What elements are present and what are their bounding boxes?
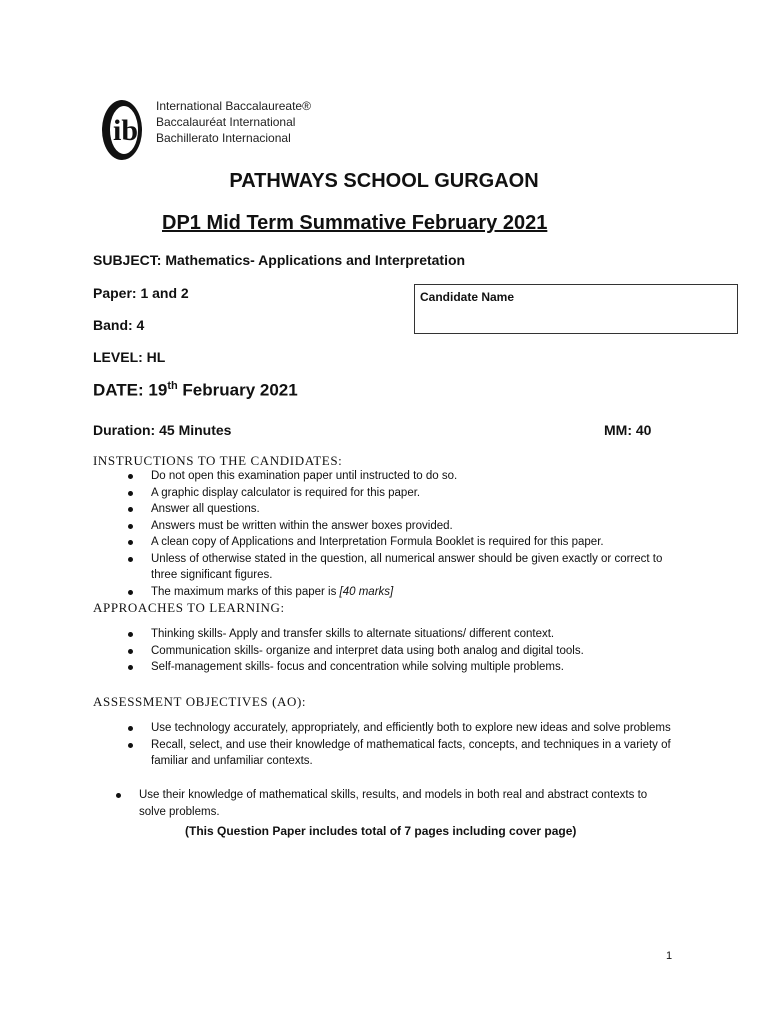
logo-line-3: Bachillerato Internacional bbox=[156, 131, 291, 145]
instruction-item: Unless of otherwise stated in the question, all numerical answer should be given exactly or correct to three significant figures. bbox=[128, 551, 688, 584]
instruction-item: Do not open this examination paper until instructed to do so. bbox=[128, 468, 688, 485]
ib-logo bbox=[100, 96, 160, 164]
objective-item: Use their knowledge of mathematical skills, results, and models in both real and abstract contexts to solve problems. bbox=[116, 787, 656, 820]
objective-item: Use technology accurately, appropriately, and efficiently both to explore new ideas and solve problems bbox=[128, 720, 678, 737]
ib-logo-mark: ib bbox=[113, 114, 139, 147]
exam-title: DP1 Mid Term Summative February 2021 bbox=[162, 212, 548, 234]
objectives-heading: ASSESSMENT OBJECTIVES (AO): bbox=[93, 694, 307, 709]
approach-item: Thinking skills- Apply and transfer skills to alternate situations/ different context. bbox=[128, 626, 688, 643]
exam-date bbox=[93, 380, 298, 401]
instruction-item-marks bbox=[128, 584, 688, 601]
subject-line: SUBJECT: Mathematics- Applications and Interpretation bbox=[93, 252, 466, 268]
approach-item: Communication skills- organize and interpret data using both analog and digital tools. bbox=[128, 643, 688, 660]
approach-item: Self-management skills- focus and concentration while solving multiple problems. bbox=[128, 659, 688, 676]
objective-item: Recall, select, and use their knowledge of mathematical facts, concepts, and techniques in a variety of familiar and unfamiliar contexts. bbox=[128, 737, 678, 770]
instruction-item: Answers must be written within the answer boxes provided. bbox=[128, 518, 688, 535]
school-name: PATHWAYS SCHOOL GURGAON bbox=[229, 170, 539, 192]
logo-line-2: Baccalauréat International bbox=[156, 115, 296, 129]
date-suffix: February 2021 bbox=[177, 380, 298, 400]
ib-logo-text bbox=[156, 98, 311, 146]
approaches-list bbox=[128, 626, 688, 676]
instructions-list bbox=[128, 468, 688, 600]
max-marks: MM: 40 bbox=[604, 422, 652, 438]
candidate-name-label: Candidate Name bbox=[420, 290, 515, 304]
date-sup: th bbox=[167, 380, 178, 392]
level-line: LEVEL: HL bbox=[93, 349, 166, 365]
instructions-heading: INSTRUCTIONS TO THE CANDIDATES: bbox=[93, 453, 343, 468]
instruction-item: A clean copy of Applications and Interpretation Formula Booklet is required for this paper. bbox=[128, 534, 688, 551]
band-line: Band: 4 bbox=[93, 317, 145, 333]
logo-line-1: International Baccalaureate® bbox=[156, 99, 311, 113]
date-prefix: DATE: 19 bbox=[93, 380, 168, 400]
marks-value: [40 marks] bbox=[339, 585, 394, 598]
paper-line: Paper: 1 and 2 bbox=[93, 285, 189, 301]
duration-line: Duration: 45 Minutes bbox=[93, 422, 232, 438]
instruction-item: A graphic display calculator is required for this paper. bbox=[128, 485, 688, 502]
objectives-list bbox=[128, 720, 678, 770]
page-number: 1 bbox=[666, 950, 673, 962]
approaches-heading: APPROACHES TO LEARNING: bbox=[93, 600, 285, 615]
candidate-name-box[interactable] bbox=[414, 284, 738, 334]
marks-prefix: The maximum marks of this paper is bbox=[151, 585, 340, 598]
objectives-list-extra bbox=[116, 787, 656, 820]
instruction-item: Answer all questions. bbox=[128, 501, 688, 518]
page-count-note: (This Question Paper includes total of 7 pages including cover page) bbox=[185, 824, 577, 838]
